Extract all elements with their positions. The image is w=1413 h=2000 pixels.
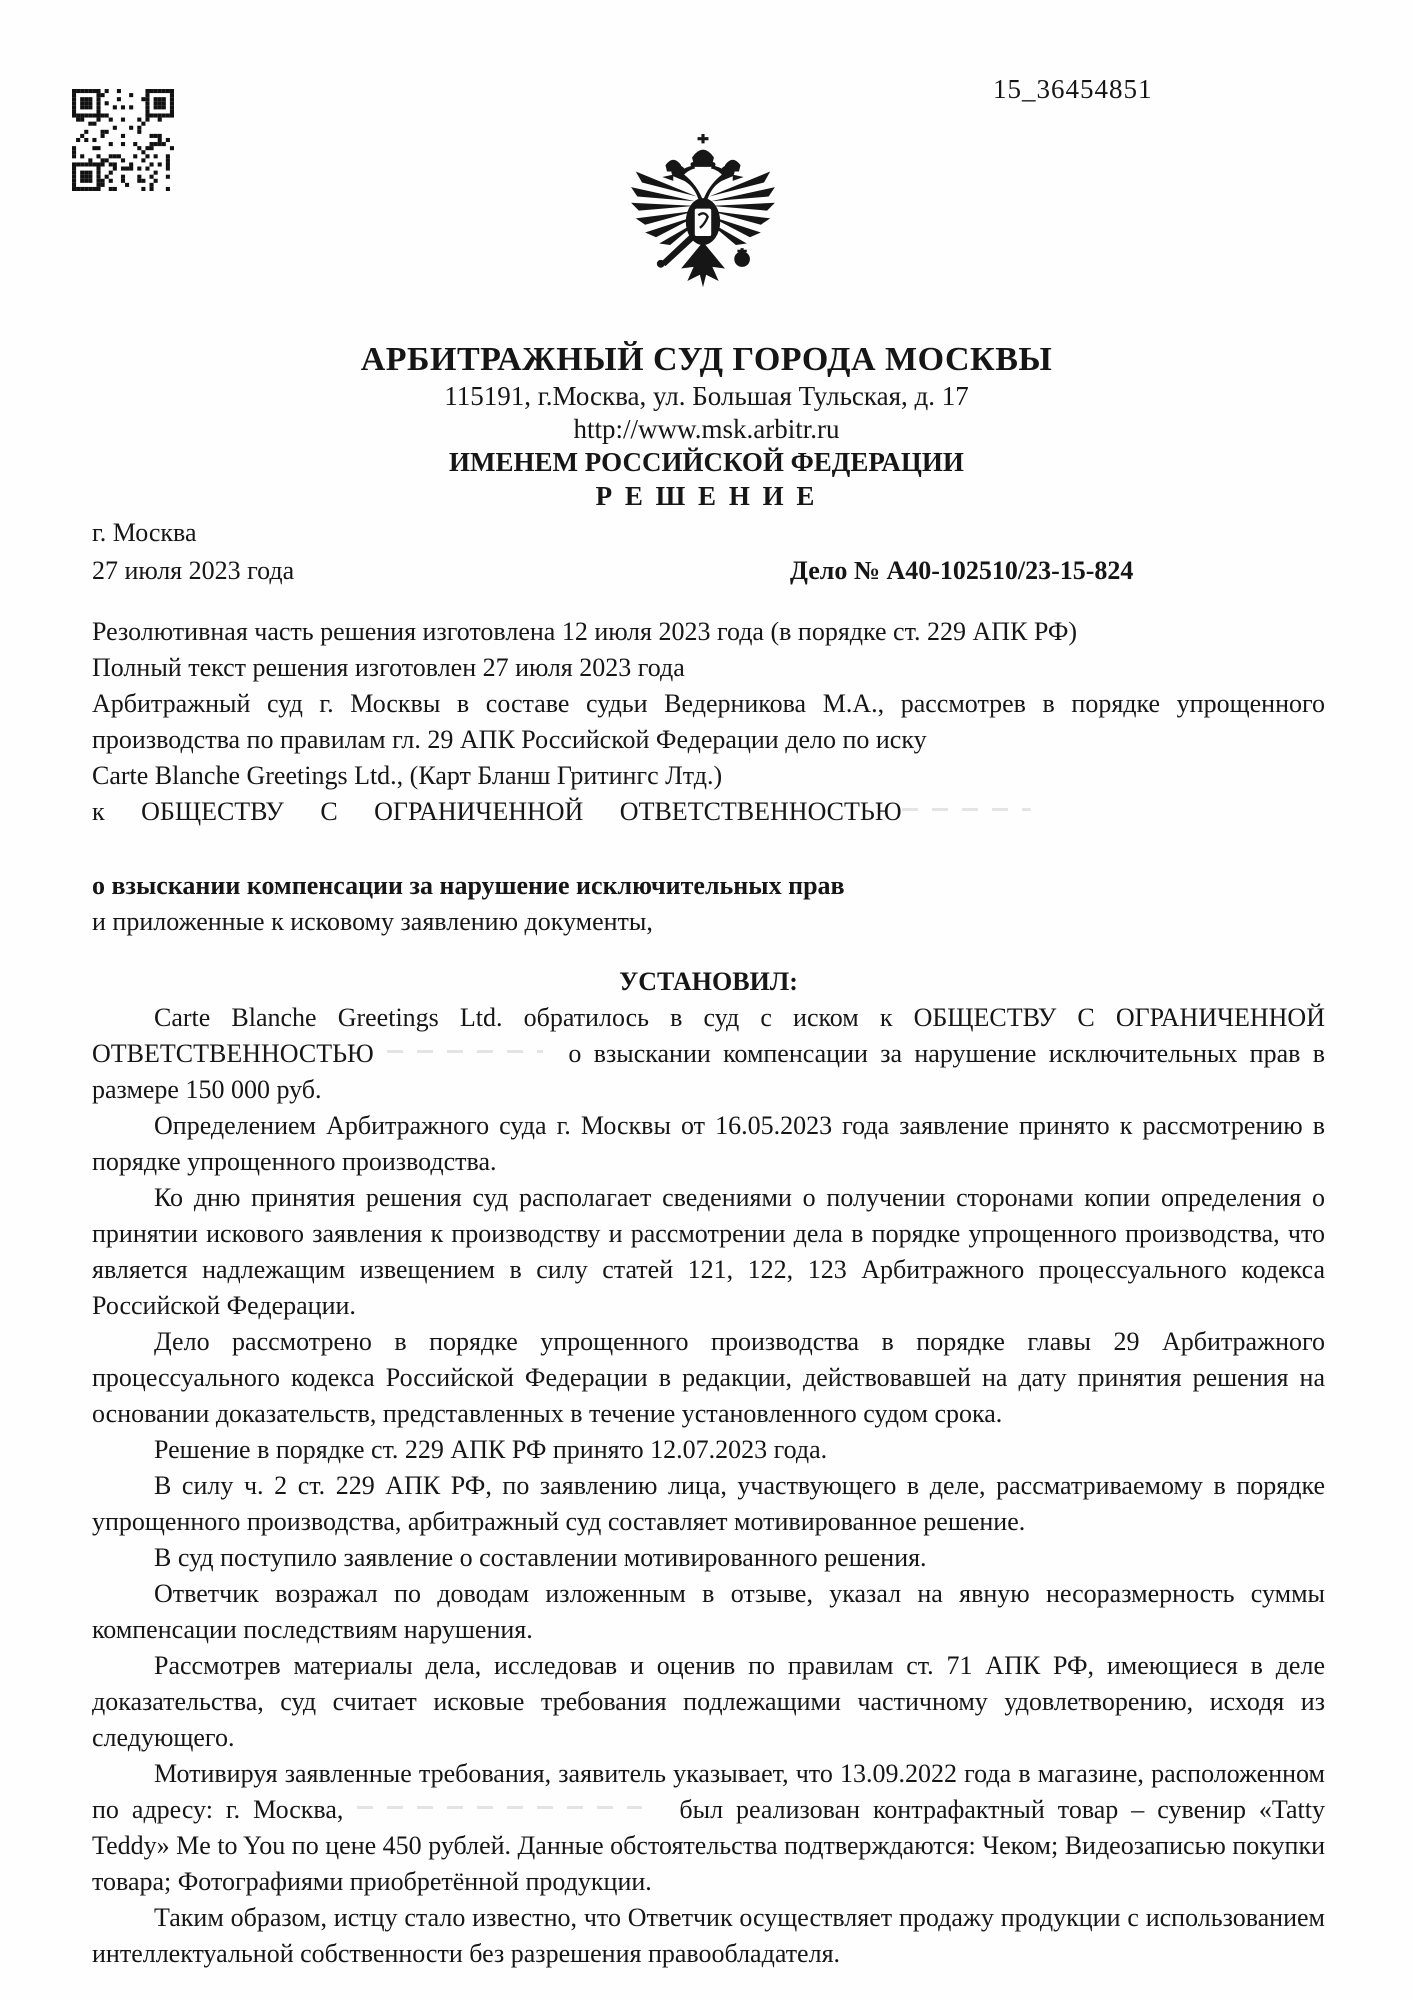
case-number: Дело № А40-102510/23-15-824 bbox=[790, 556, 1134, 585]
court-header bbox=[0, 340, 1413, 513]
court-address: 115191, г.Москва, ул. Большая Тульская, д. 17 bbox=[444, 381, 969, 411]
city-line: г. Москва bbox=[92, 518, 197, 547]
established-paragraph-10-text-b: был реализован контрафактный товар – сувенир «Tatty Teddy» Me to You по цене 450 рублей. Данные обстоятельства подтверждаются: Чеком; Видеозаписью покупки товара; Фотографиями приобретённой продукции. bbox=[92, 1795, 1325, 1896]
defendant-line bbox=[92, 794, 1325, 830]
redacted-store-address bbox=[356, 1795, 666, 1818]
court-composition-paragraph: Арбитражный суд г. Москвы в составе судьи Ведерникова М.А., рассмотрев в порядке упрощенного производства по правилам гл. 29 АПК Российской Федерации дело по иску bbox=[92, 689, 1325, 754]
qr-code-icon bbox=[72, 78, 174, 202]
court-name: АРБИТРАЖНЫЙ СУД ГОРОДА МОСКВЫ bbox=[360, 341, 1053, 378]
defendant-text: к ОБЩЕСТВУ С ОГРАНИЧЕННОЙ ОТВЕТСТВЕННОСТЬЮ bbox=[92, 797, 902, 826]
decision-date: 27 июля 2023 года bbox=[92, 556, 295, 585]
resolutive-part-line: Резолютивная часть решения изготовлена 12 июля 2023 года (в порядке ст. 229 АПК РФ) bbox=[92, 617, 1078, 646]
established-paragraph-5: Решение в порядке ст. 229 АПК РФ принято 12.07.2023 года. bbox=[154, 1435, 828, 1464]
established-paragraph-3: Ко дню принятия решения суд располагает сведениями о получении сторонами копии определения о принятии искового заявления к производству и рассмотрении дела в порядке упрощенного производства, что является надлежащим извещением в силу статей 121, 122, 123 Арбитражного процессуального кодекса Российской Федерации. bbox=[92, 1183, 1325, 1320]
redacted-company-details bbox=[386, 1039, 556, 1062]
established-paragraph-8: Ответчик возражал по доводам изложенным в отзыве, указал на явную несоразмерность суммы компенсации последствиям нарушения. bbox=[92, 1579, 1325, 1644]
established-paragraph-9: Рассмотрев материалы дела, исследовав и оценив по правилам ст. 71 АПК РФ, имеющиеся в деле доказательства, суд считает исковые требования подлежащими частичному удовлетворению, исходя из следующего. bbox=[92, 1651, 1325, 1752]
established-paragraph-10-text-a: Мотивируя заявленные требования, заявитель указывает, что 13.09.2022 года в магазине, расположенном по адресу: г. Москва, bbox=[92, 1759, 1325, 1824]
claim-subject-line: о взыскании компенсации за нарушение исключительных прав bbox=[92, 871, 845, 900]
established-paragraph-1 bbox=[92, 1000, 1325, 1108]
established-paragraph-7: В суд поступило заявление о составлении мотивированного решения. bbox=[154, 1543, 927, 1572]
redacted-line-gap bbox=[92, 830, 1325, 868]
russian-coat-of-arms-icon bbox=[624, 134, 782, 306]
established-paragraph-2: Определением Арбитражного суда г. Москвы от 16.05.2023 года заявление принято к рассмотрению в порядке упрощенного производства. bbox=[92, 1111, 1325, 1176]
established-paragraph-10 bbox=[92, 1756, 1325, 1900]
established-paragraph-4: Дело рассмотрено в порядке упрощенного производства в порядке главы 29 Арбитражного процессуального кодекса Российской Федерации в редакции, действовавшей на дату принятия решения на основании доказательств, представленных в течение установленного судом срока. bbox=[92, 1327, 1325, 1428]
established-paragraph-1-text-b: о взыскании компенсации за нарушение исключительных прав в размере 150 000 руб. bbox=[92, 1039, 1325, 1104]
full-text-line: Полный текст решения изготовлен 27 июля 2023 года bbox=[92, 653, 685, 682]
in-name-of-federation-line: ИМЕНЕМ РОССИЙСКОЙ ФЕДЕРАЦИИ bbox=[449, 447, 964, 477]
established-paragraph-11: Таким образом, истцу стало известно, что Ответчик осуществляет продажу продукции с использованием интеллектуальной собственности без разрешения правообладателя. bbox=[92, 1903, 1325, 1968]
established-heading: УСТАНОВИЛ: bbox=[619, 967, 798, 996]
document-number: 15_36454851 bbox=[993, 74, 1153, 104]
established-paragraph-1-text-a: Carte Blanche Greetings Ltd. обратилось в суд с иском к ОБЩЕСТВУ С ОГРАНИЧЕННОЙ ОТВЕТСТВЕННОСТЬЮ bbox=[92, 1003, 1325, 1068]
decision-body bbox=[92, 514, 1325, 1972]
redacted-company-name bbox=[902, 797, 1042, 820]
date-case-row bbox=[92, 552, 1325, 590]
court-website: http://www.msk.arbitr.ru bbox=[573, 414, 840, 444]
plaintiff-line: Carte Blanche Greetings Ltd., (Карт Бланш Гритингс Лтд.) bbox=[92, 761, 723, 790]
attachments-line: и приложенные к исковому заявлению документы, bbox=[92, 907, 653, 936]
established-paragraph-6: В силу ч. 2 ст. 229 АПК РФ, по заявлению лица, участвующего в деле, рассматриваемому в порядке упрощенного производства, арбитражный суд составляет мотивированное решение. bbox=[92, 1471, 1325, 1536]
decision-title: Р Е Ш Е Н И Е bbox=[595, 481, 818, 511]
